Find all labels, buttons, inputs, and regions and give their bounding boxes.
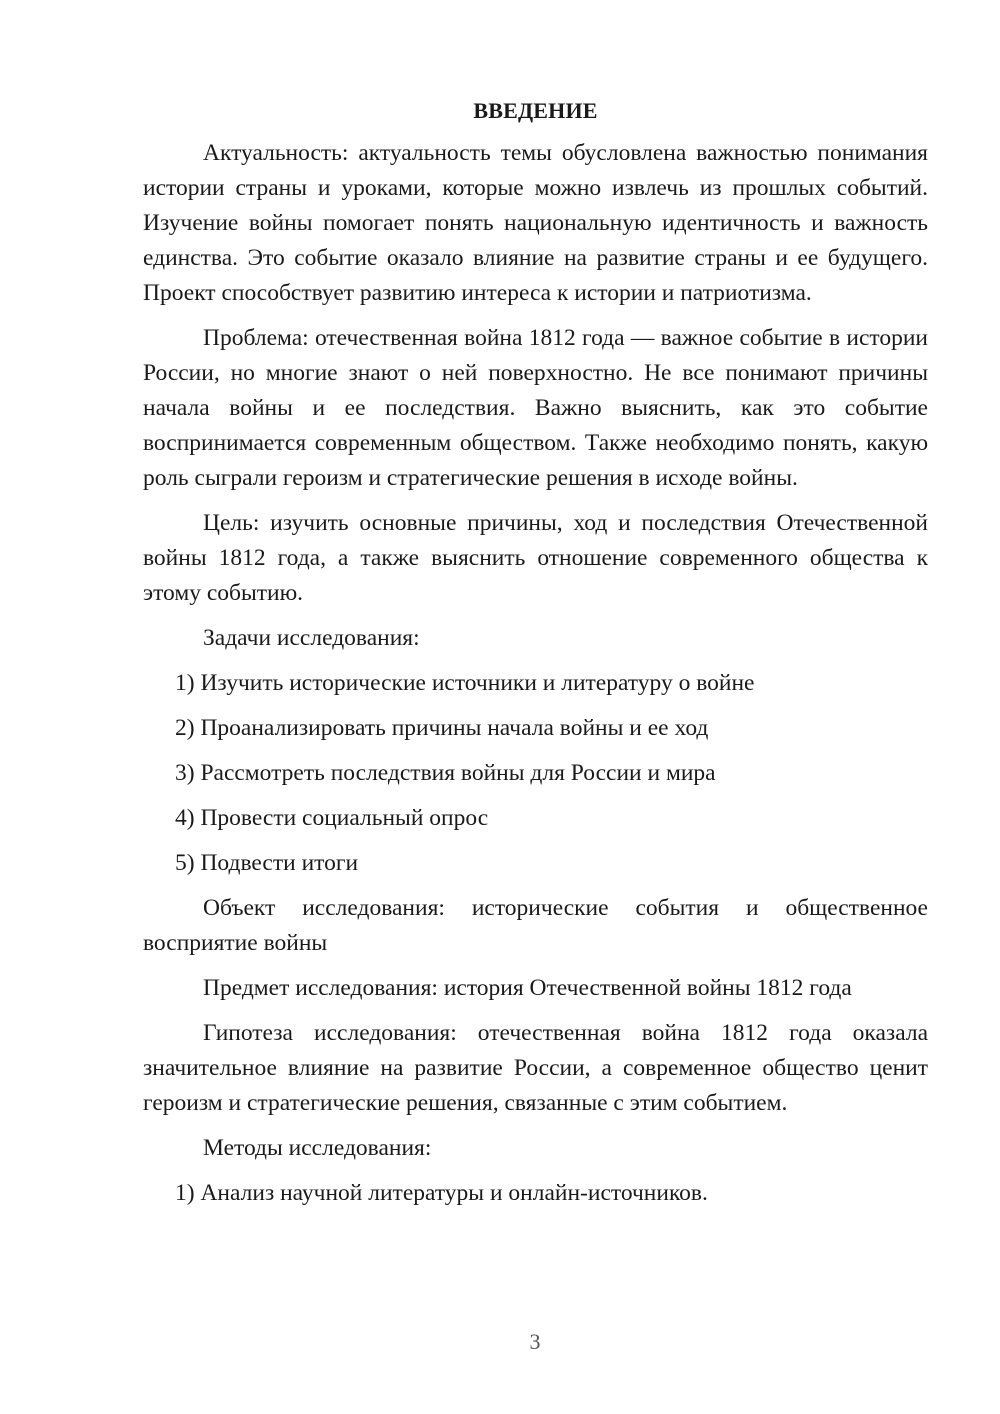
list-item: 2) Проанализировать причины начала войны и ее ход	[175, 715, 709, 741]
list-item: 3) Рассмотреть последствия войны для России и мира	[175, 760, 716, 786]
list-item: 5) Подвести итоги	[175, 850, 359, 876]
list-item: 1) Изучить исторические источники и литературу о войне	[175, 670, 755, 696]
list-item: 4) Провести социальный опрос	[175, 805, 489, 831]
goal-paragraph: Цель: изучить основные причины, ход и последствия Отечественной войны 1812 года, а также выяснить отношение современного общества к этому событию.	[143, 510, 928, 606]
tasks-label: Задачи исследования:	[203, 625, 420, 651]
object-paragraph: Объект исследования: исторические события и общественное восприятие войны	[143, 895, 928, 956]
problem-paragraph: Проблема: отечественная война 1812 года — важное событие в истории России, но многие знают о ней поверхностно. Не все понимают причины начала войны и ее последствия. Важно выяснить, как это событие воспринимается современным обществом. Также необходимо понять, какую роль сыграли героизм и стратегические решения в исходе войны.	[143, 325, 928, 491]
tasks-list	[143, 666, 928, 881]
page-content	[143, 93, 928, 1221]
methods-label: Методы исследования:	[203, 1135, 432, 1161]
relevance-paragraph: Актуальность: актуальность темы обусловлена важностью понимания истории страны и уроками, которые можно извлечь из прошлых событий. Изучение войны помогает понять национальную идентичность и важность единства. Это событие оказало влияние на развитие страны и ее будущего. Проект способствует развитию интереса к истории и патриотизма.	[143, 140, 928, 306]
section-heading: ВВЕДЕНИЕ	[473, 98, 598, 123]
subject-paragraph: Предмет исследования: история Отечественной войны 1812 года	[203, 975, 852, 1001]
hypothesis-paragraph: Гипотеза исследования: отечественная война 1812 года оказала значительное влияние на развитие России, а современное общество ценит героизм и стратегические решения, связанные с этим событием.	[143, 1020, 928, 1116]
page-number: 3	[529, 1329, 541, 1354]
methods-list	[143, 1176, 928, 1211]
list-item: 1) Анализ научной литературы и онлайн-источников.	[175, 1180, 708, 1206]
